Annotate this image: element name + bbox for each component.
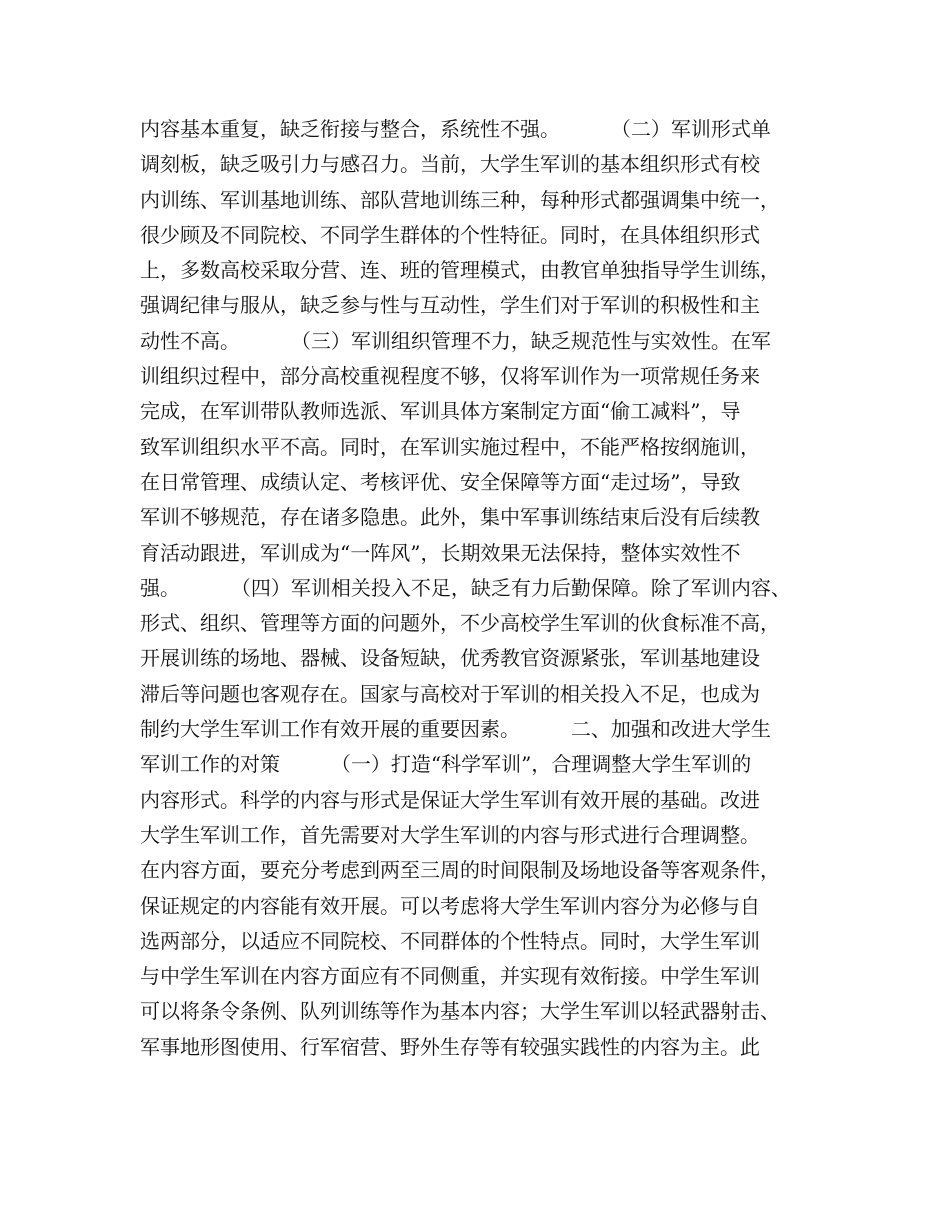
- text-line: 滞后等问题也客观存在。国家与高校对于军训的相关投入不足，也成为: [140, 681, 760, 706]
- text-line: 强。 （四）军训相关投入不足，缺乏有力后勤保障。除了军训内容、: [140, 575, 791, 600]
- text-line: 育活动跟进，军训成为“一阵风”，长期效果无法保持，整体实效性不: [140, 540, 741, 565]
- text-line: 与中学生军训在内容方面应有不同侧重，并实现有效衔接。中学生军训: [140, 964, 760, 989]
- text-line: 内训练、军训基地训练、部队营地训练三种，每种形式都强调集中统一，: [140, 187, 780, 212]
- text-line: 军训不够规范，存在诸多隐患。此外，集中军事训练结束后没有后续教: [140, 505, 760, 530]
- text-line: 在内容方面，要充分考虑到两至三周的时间限制及场地设备等客观条件，: [140, 858, 780, 883]
- text-line: 致军训组织水平不高。同时，在军训实施过程中，不能严格按纲施训，: [140, 434, 760, 459]
- text-line: 开展训练的场地、器械、设备短缺，优秀教官资源紧张，军训基地建设: [140, 646, 760, 671]
- text-line: 形式、组织、管理等方面的问题外，不少高校学生军训的伙食标准不高，: [140, 611, 780, 636]
- text-line: 大学生军训工作，首先需要对大学生军训的内容与形式进行合理调整。: [140, 822, 760, 847]
- text-line: 选两部分，以适应不同院校、不同群体的个性特点。同时，大学生军训: [140, 928, 760, 953]
- text-line: 制约大学生军训工作有效开展的重要因素。 二、加强和改进大学生: [140, 717, 771, 742]
- text-line: 在日常管理、成绩认定、考核评优、安全保障等方面“走过场”，导致: [140, 469, 741, 494]
- text-line: 强调纪律与服从，缺乏参与性与互动性，学生们对于军训的积极性和主: [140, 293, 760, 318]
- body-text: [140, 112, 830, 1065]
- text-line: 军事地形图使用、行军宿营、野外生存等有较强实践性的内容为主。此: [140, 1034, 760, 1059]
- text-line: 训组织过程中，部分高校重视程度不够，仅将军训作为一项常规任务来: [140, 364, 760, 389]
- text-line: 可以将条令条例、队列训练等作为基本内容；大学生军训以轻武器射击、: [140, 999, 780, 1024]
- text-line: 保证规定的内容能有效开展。可以考虑将大学生军训内容分为必修与自: [140, 893, 760, 918]
- text-line: 调刻板，缺乏吸引力与感召力。当前，大学生军训的基本组织形式有校: [140, 152, 760, 177]
- text-line: 内容形式。科学的内容与形式是保证大学生军训有效开展的基础。改进: [140, 787, 760, 812]
- text-line: 军训工作的对策 （一）打造“科学军训”，合理调整大学生军训的: [140, 752, 752, 777]
- text-line: 上，多数高校采取分营、连、班的管理模式，由教官单独指导学生训练，: [140, 258, 780, 283]
- text-line: 内容基本重复，缺乏衔接与整合，系统性不强。 （二）军训形式单: [140, 117, 771, 141]
- text-line: 完成，在军训带队教师选派、军训具体方案制定方面“偷工减料”，导: [140, 399, 741, 424]
- text-line: 很少顾及不同院校、不同学生群体的个性特征。同时，在具体组织形式: [140, 222, 760, 247]
- text-line: 动性不高。 （三）军训组织管理不力，缺乏规范性与实效性。在军: [140, 328, 771, 353]
